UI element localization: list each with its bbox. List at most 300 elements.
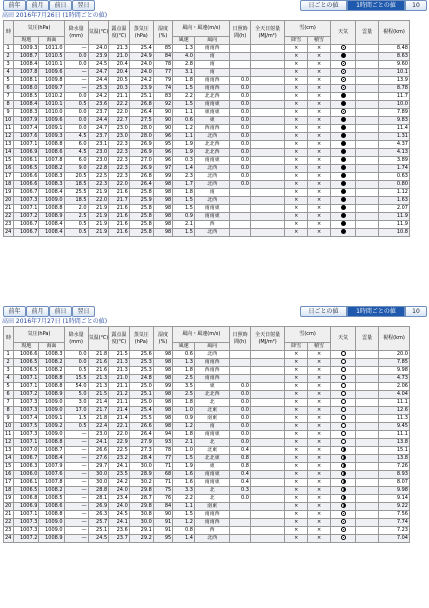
pressure-station-cell: 1006.1 bbox=[14, 479, 39, 487]
cloud-cell bbox=[356, 165, 379, 173]
temp-cell: 26.9 bbox=[88, 503, 109, 511]
pressure-station-cell: 1007.4 bbox=[14, 125, 39, 133]
snow-fall-cell: × bbox=[285, 69, 308, 77]
snow-fall-cell: × bbox=[285, 61, 308, 69]
sunshine-cell: 0.4 bbox=[230, 471, 251, 479]
snow-depth-cell: × bbox=[308, 527, 331, 535]
wind-speed-cell: 1.1 bbox=[173, 109, 195, 117]
hour-cell: 9 bbox=[4, 109, 14, 117]
wind-dir-cell: 北西 bbox=[194, 351, 229, 359]
wind-speed-cell: 3.5 bbox=[173, 383, 195, 391]
pressure-station-cell: 1007.1 bbox=[14, 375, 39, 383]
table-row bbox=[4, 487, 410, 495]
weather-cell bbox=[330, 149, 355, 157]
radiation-cell bbox=[250, 391, 284, 399]
vapor-cell: 28.7 bbox=[129, 495, 153, 503]
wind-speed-cell: 1.9 bbox=[173, 149, 195, 157]
wind-speed-cell: 2.5 bbox=[173, 375, 195, 383]
temp-cell: 27.6 bbox=[88, 455, 109, 463]
snow-depth-cell: × bbox=[308, 45, 331, 53]
radiation-cell bbox=[250, 109, 284, 117]
wind-speed-cell: 1.1 bbox=[173, 133, 195, 141]
cloud-cell bbox=[356, 53, 379, 61]
dew-cell: 22.3 bbox=[109, 141, 130, 149]
visibility-cell: 11.1 bbox=[379, 431, 410, 439]
hour-cell: 16 bbox=[4, 165, 14, 173]
sunshine-cell bbox=[230, 519, 251, 527]
radiation-cell bbox=[250, 117, 284, 125]
snow-fall-cell: × bbox=[285, 447, 308, 455]
snow-fall-cell: × bbox=[285, 367, 308, 375]
wind-dir-cell: 南南西 bbox=[194, 359, 229, 367]
dew-cell: 21.6 bbox=[109, 213, 130, 221]
temp-cell: 21.8 bbox=[88, 351, 109, 359]
humidity-cell: 98 bbox=[153, 221, 172, 229]
pressure-sea-cell: 1009.0 bbox=[39, 527, 64, 535]
pressure-sea-cell: 1008.8 bbox=[39, 439, 64, 447]
table-row bbox=[4, 511, 410, 519]
hour-cell: 16 bbox=[4, 471, 14, 479]
sunshine-cell bbox=[230, 535, 251, 543]
hour-cell: 17 bbox=[4, 173, 14, 181]
cloud-cell bbox=[356, 205, 379, 213]
humidity-cell: 98 bbox=[153, 359, 172, 367]
dew-cell: 21.2 bbox=[109, 391, 130, 399]
table-row bbox=[4, 455, 410, 463]
humidity-cell: 78 bbox=[153, 447, 172, 455]
wind-dir-cell: 南南東 bbox=[194, 471, 229, 479]
table-row bbox=[4, 229, 410, 237]
hour-cell: 19 bbox=[4, 189, 14, 197]
visibility-cell: 13.8 bbox=[379, 455, 410, 463]
dew-cell: 24.1 bbox=[109, 463, 130, 471]
snow-depth-cell: × bbox=[308, 213, 331, 221]
wind-speed-cell: 1.3 bbox=[173, 45, 195, 53]
clear-sky-icon bbox=[341, 375, 346, 380]
precip-cell: — bbox=[64, 471, 88, 479]
pressure-sea-cell: 1008.7 bbox=[39, 447, 64, 455]
pressure-sea-cell: 1008.4 bbox=[39, 221, 64, 229]
vapor-cell: 25.4 bbox=[129, 45, 153, 53]
pressure-sea-cell: 1009.8 bbox=[39, 77, 64, 85]
ten-minute-values-tab[interactable]: 10 bbox=[405, 0, 427, 11]
table-row bbox=[4, 367, 410, 375]
temp-cell: 21.3 bbox=[88, 375, 109, 383]
sunshine-cell bbox=[230, 527, 251, 535]
snow-fall-cell: × bbox=[285, 519, 308, 527]
wind-dir-cell: 南南西 bbox=[194, 77, 229, 85]
sunshine-cell: 0.0 bbox=[230, 125, 251, 133]
hour-cell: 17 bbox=[4, 479, 14, 487]
precip-cell: 2.0 bbox=[64, 205, 88, 213]
pressure-sea-cell: 1009.1 bbox=[39, 125, 64, 133]
col-snow-depth: 積雪 bbox=[308, 37, 331, 45]
visibility-cell: 15.1 bbox=[379, 447, 410, 455]
pressure-sea-cell: 1010.2 bbox=[39, 93, 64, 101]
precip-cell: 3.0 bbox=[64, 399, 88, 407]
wind-speed-cell: 1.5 bbox=[173, 229, 195, 237]
snow-fall-cell: × bbox=[285, 125, 308, 133]
wind-dir-cell: 北西 bbox=[194, 165, 229, 173]
pressure-sea-cell: 1008.8 bbox=[39, 511, 64, 519]
col-weather: 天気 bbox=[330, 21, 355, 45]
clear-sky-icon bbox=[341, 399, 346, 404]
snow-depth-cell: × bbox=[308, 85, 331, 93]
pressure-station-cell: 1008.1 bbox=[14, 77, 39, 85]
humidity-cell: 98 bbox=[153, 375, 172, 383]
radiation-cell bbox=[250, 125, 284, 133]
snow-fall-cell: × bbox=[285, 197, 308, 205]
hour-cell: 7 bbox=[4, 93, 14, 101]
wind-dir-cell: 東 bbox=[194, 383, 229, 391]
sunshine-cell: 0.0 bbox=[230, 399, 251, 407]
wind-speed-cell: 1.8 bbox=[173, 367, 195, 375]
temp-cell: 24.4 bbox=[88, 117, 109, 125]
dew-cell: 20.4 bbox=[109, 69, 130, 77]
snow-depth-cell: × bbox=[308, 399, 331, 407]
wind-dir-cell: 西 bbox=[194, 221, 229, 229]
hour-cell: 1 bbox=[4, 351, 14, 359]
wind-dir-cell: 南南東 bbox=[194, 479, 229, 487]
col-hour: 時 bbox=[4, 327, 14, 351]
weather-cell bbox=[330, 423, 355, 431]
col-weather: 天気 bbox=[330, 327, 355, 351]
dew-cell: 21.0 bbox=[109, 53, 130, 61]
vapor-cell: 24.2 bbox=[129, 77, 153, 85]
snow-depth-cell: × bbox=[308, 447, 331, 455]
radiation-cell bbox=[250, 213, 284, 221]
daily-values-tab[interactable]: 日ごとの値 bbox=[300, 0, 347, 11]
dew-cell: 21.3 bbox=[109, 359, 130, 367]
sunshine-cell bbox=[230, 367, 251, 375]
pressure-sea-cell: 1010.1 bbox=[39, 101, 64, 109]
precip-cell: — bbox=[64, 431, 88, 439]
dew-cell: 21.3 bbox=[109, 45, 130, 53]
sunshine-cell bbox=[230, 503, 251, 511]
pressure-sea-cell: 1009.6 bbox=[39, 69, 64, 77]
vapor-cell: 25.8 bbox=[129, 189, 153, 197]
sunshine-cell: 0.0 bbox=[230, 407, 251, 415]
cloudy-icon bbox=[341, 157, 346, 162]
radiation-cell bbox=[250, 519, 284, 527]
pressure-station-cell: 1008.4 bbox=[14, 101, 39, 109]
snow-fall-cell: × bbox=[285, 423, 308, 431]
pressure-station-cell: 1007.1 bbox=[14, 205, 39, 213]
vapor-cell: 26.9 bbox=[129, 165, 153, 173]
snow-fall-cell: × bbox=[285, 213, 308, 221]
weather-cell bbox=[330, 503, 355, 511]
snow-depth-cell: × bbox=[308, 407, 331, 415]
cloud-cell bbox=[356, 527, 379, 535]
cloud-cell bbox=[356, 173, 379, 181]
clear-sky-icon bbox=[341, 351, 346, 356]
rain-icon bbox=[341, 463, 346, 468]
weather-cell bbox=[330, 109, 355, 117]
rain-icon bbox=[341, 447, 346, 452]
cloud-cell bbox=[356, 519, 379, 527]
temp-cell: 25.3 bbox=[88, 85, 109, 93]
temp-cell: 28.8 bbox=[88, 487, 109, 495]
pressure-sea-cell: 1007.8 bbox=[39, 479, 64, 487]
snow-fall-cell: × bbox=[285, 415, 308, 423]
col-snow: 雪(cm) bbox=[285, 21, 331, 37]
wind-dir-cell: 北東 bbox=[194, 407, 229, 415]
fine-weather-icon bbox=[341, 519, 346, 524]
weather-cell bbox=[330, 157, 355, 165]
snow-fall-cell: × bbox=[285, 93, 308, 101]
cloud-cell bbox=[356, 407, 379, 415]
vapor-cell: 28.9 bbox=[129, 471, 153, 479]
humidity-cell: 96 bbox=[153, 133, 172, 141]
wind-dir-cell: 西 bbox=[194, 527, 229, 535]
wind-dir-cell: 南東 bbox=[194, 503, 229, 511]
visibility-cell: 0.63 bbox=[379, 173, 410, 181]
vapor-cell: 25.0 bbox=[129, 383, 153, 391]
cloudy-icon bbox=[341, 149, 346, 154]
vapor-cell: 24.8 bbox=[129, 375, 153, 383]
col-visibility: 視程(km) bbox=[379, 327, 410, 351]
col-snow-fall: 降雪 bbox=[285, 37, 308, 45]
wind-dir-cell: 北 bbox=[194, 487, 229, 495]
hour-cell: 10 bbox=[4, 117, 14, 125]
next-day-button[interactable]: 翌日 bbox=[72, 0, 95, 11]
col-humidity: 湿度(%) bbox=[153, 327, 172, 351]
cloud-cell bbox=[356, 149, 379, 157]
precip-cell: 17.0 bbox=[64, 407, 88, 415]
table-row bbox=[4, 125, 410, 133]
radiation-cell bbox=[250, 375, 284, 383]
col-humidity: 湿度(%) bbox=[153, 21, 172, 45]
weather-cell bbox=[330, 141, 355, 149]
hour-cell: 11 bbox=[4, 125, 14, 133]
ten-minute-values-tab[interactable]: 10 bbox=[405, 306, 427, 317]
temp-cell: 24.0 bbox=[88, 45, 109, 53]
radiation-cell bbox=[250, 511, 284, 519]
humidity-cell: 98 bbox=[153, 399, 172, 407]
prev-day-button[interactable]: 前日 bbox=[49, 0, 72, 11]
precip-cell: 6.0 bbox=[64, 141, 88, 149]
precip-cell: 2.5 bbox=[64, 213, 88, 221]
wind-dir-cell: 北北西 bbox=[194, 93, 229, 101]
precip-cell: 0.5 bbox=[64, 221, 88, 229]
prev-year-button[interactable]: 前年 bbox=[3, 0, 26, 11]
table-footnote-mark bbox=[0, 237, 429, 243]
humidity-cell: 92 bbox=[153, 101, 172, 109]
radiation-cell bbox=[250, 229, 284, 237]
humidity-cell: 98 bbox=[153, 213, 172, 221]
prev-year-button[interactable]: 前年 bbox=[3, 306, 26, 317]
pressure-sea-cell: 1008.3 bbox=[39, 351, 64, 359]
snow-fall-cell: × bbox=[285, 495, 308, 503]
pressure-sea-cell: 1008.6 bbox=[39, 503, 64, 511]
weather-cell bbox=[330, 205, 355, 213]
radiation-cell bbox=[250, 53, 284, 61]
temp-cell: 21.9 bbox=[88, 229, 109, 237]
wind-dir-cell: 北西 bbox=[194, 181, 229, 189]
hour-cell: 18 bbox=[4, 181, 14, 189]
dew-cell: 22.3 bbox=[109, 173, 130, 181]
radiation-cell bbox=[250, 415, 284, 423]
vapor-cell: 25.4 bbox=[129, 407, 153, 415]
vapor-cell: 25.8 bbox=[129, 205, 153, 213]
sunshine-cell: 0.0 bbox=[230, 141, 251, 149]
dew-cell: 21.6 bbox=[109, 229, 130, 237]
snow-depth-cell: × bbox=[308, 463, 331, 471]
radiation-cell bbox=[250, 221, 284, 229]
radiation-cell bbox=[250, 61, 284, 69]
pressure-station-cell: 1006.7 bbox=[14, 455, 39, 463]
table-row bbox=[4, 407, 410, 415]
cloudy-icon bbox=[341, 181, 346, 186]
col-sunshine: 日照時間(h) bbox=[230, 21, 251, 45]
next-day-button[interactable]: 翌日 bbox=[72, 306, 95, 317]
temp-cell: 24.7 bbox=[88, 125, 109, 133]
precip-cell: 5.0 bbox=[64, 391, 88, 399]
radiation-cell bbox=[250, 189, 284, 197]
cloud-cell bbox=[356, 487, 379, 495]
vapor-cell: 27.0 bbox=[129, 157, 153, 165]
weather-cell bbox=[330, 351, 355, 359]
weather-cell bbox=[330, 359, 355, 367]
pressure-sea-cell: 1010.1 bbox=[39, 61, 64, 69]
radiation-cell bbox=[250, 165, 284, 173]
prev-day-button[interactable]: 前日 bbox=[49, 306, 72, 317]
wind-dir-cell: 北 bbox=[194, 399, 229, 407]
visibility-cell: 7.26 bbox=[379, 463, 410, 471]
snow-depth-cell: × bbox=[308, 93, 331, 101]
humidity-cell: 83 bbox=[153, 93, 172, 101]
table-row bbox=[4, 503, 410, 511]
visibility-cell: 11.7 bbox=[379, 93, 410, 101]
precip-cell: — bbox=[64, 495, 88, 503]
fine-weather-icon bbox=[341, 535, 346, 540]
radiation-cell bbox=[250, 487, 284, 495]
cloud-cell bbox=[356, 391, 379, 399]
wind-dir-cell: 南南西 bbox=[194, 45, 229, 53]
sunshine-cell bbox=[230, 351, 251, 359]
pressure-sea-cell: 1009.0 bbox=[39, 519, 64, 527]
temp-cell: 23.0 bbox=[88, 431, 109, 439]
snow-fall-cell: × bbox=[285, 503, 308, 511]
snow-fall-cell: × bbox=[285, 399, 308, 407]
snow-fall-cell: × bbox=[285, 133, 308, 141]
weather-cell bbox=[330, 85, 355, 93]
radiation-cell bbox=[250, 85, 284, 93]
table-row bbox=[4, 117, 410, 125]
wind-dir-cell: 西南西 bbox=[194, 367, 229, 375]
vapor-cell: 30.2 bbox=[129, 479, 153, 487]
precip-cell: — bbox=[64, 535, 88, 543]
radiation-cell bbox=[250, 463, 284, 471]
snow-fall-cell: × bbox=[285, 487, 308, 495]
wind-speed-cell: 2.2 bbox=[173, 495, 195, 503]
fine-weather-icon bbox=[341, 85, 346, 90]
table-row bbox=[4, 463, 410, 471]
hourly-values-tab[interactable]: 1時間ごとの値 bbox=[347, 0, 405, 11]
wind-dir-cell: 東 bbox=[194, 463, 229, 471]
visibility-cell: 2.06 bbox=[379, 383, 410, 391]
rain-icon bbox=[341, 479, 346, 484]
hour-cell: 13 bbox=[4, 141, 14, 149]
vapor-cell: 26.4 bbox=[129, 109, 153, 117]
sunshine-cell bbox=[230, 511, 251, 519]
vapor-cell: 26.8 bbox=[129, 101, 153, 109]
temp-cell: 24.5 bbox=[88, 61, 109, 69]
humidity-cell: 98 bbox=[153, 391, 172, 399]
snow-fall-cell: × bbox=[285, 173, 308, 181]
humidity-cell: 77 bbox=[153, 455, 172, 463]
table-row bbox=[4, 479, 410, 487]
temp-cell: 23.7 bbox=[88, 133, 109, 141]
col-radiation: 全天日射量(MJ/m²) bbox=[250, 21, 284, 45]
temp-cell: 21.6 bbox=[88, 359, 109, 367]
pressure-station-cell: 1006.3 bbox=[14, 463, 39, 471]
precip-cell: — bbox=[64, 455, 88, 463]
prev-month-button[interactable]: 前月 bbox=[26, 306, 49, 317]
wind-speed-cell: 1.4 bbox=[173, 165, 195, 173]
wind-dir-cell: 南東 bbox=[194, 415, 229, 423]
hour-cell: 5 bbox=[4, 77, 14, 85]
snow-fall-cell: × bbox=[285, 165, 308, 173]
snow-depth-cell: × bbox=[308, 431, 331, 439]
snow-depth-cell: × bbox=[308, 109, 331, 117]
hour-cell: 6 bbox=[4, 85, 14, 93]
precip-cell: 18.5 bbox=[64, 181, 88, 189]
pressure-station-cell: 1007.3 bbox=[14, 407, 39, 415]
snow-fall-cell: × bbox=[285, 527, 308, 535]
snow-fall-cell: × bbox=[285, 221, 308, 229]
sunshine-cell: 0.0 bbox=[230, 85, 251, 93]
prev-month-button[interactable]: 前月 bbox=[26, 0, 49, 11]
weather-cell bbox=[330, 511, 355, 519]
col-temp: 気温(℃) bbox=[88, 21, 109, 45]
table-row bbox=[4, 527, 410, 535]
sunshine-cell bbox=[230, 375, 251, 383]
visibility-cell: 7.23 bbox=[379, 527, 410, 535]
radiation-cell bbox=[250, 157, 284, 165]
hour-cell: 14 bbox=[4, 455, 14, 463]
humidity-cell: 78 bbox=[153, 61, 172, 69]
table-row bbox=[4, 157, 410, 165]
sunshine-cell: 0.8 bbox=[230, 455, 251, 463]
cloud-cell bbox=[356, 141, 379, 149]
fine-weather-icon bbox=[341, 69, 346, 74]
hourly-values-tab[interactable]: 1時間ごとの値 bbox=[347, 306, 405, 317]
snow-depth-cell: × bbox=[308, 229, 331, 237]
wind-dir-cell: 北西 bbox=[194, 197, 229, 205]
snow-fall-cell: × bbox=[285, 101, 308, 109]
precip-cell: 0.5 bbox=[64, 367, 88, 375]
dew-cell: 22.3 bbox=[109, 157, 130, 165]
col-cloud: 雲量 bbox=[356, 21, 379, 45]
daily-values-tab[interactable]: 日ごとの値 bbox=[300, 306, 347, 317]
dew-cell: 21.1 bbox=[109, 93, 130, 101]
temp-cell: 23.0 bbox=[88, 157, 109, 165]
snow-depth-cell: × bbox=[308, 415, 331, 423]
snow-depth-cell: × bbox=[308, 511, 331, 519]
snow-depth-cell: × bbox=[308, 101, 331, 109]
wind-speed-cell: 2.3 bbox=[173, 173, 195, 181]
snow-depth-cell: × bbox=[308, 61, 331, 69]
snow-depth-cell: × bbox=[308, 117, 331, 125]
pressure-station-cell: 1007.1 bbox=[14, 141, 39, 149]
temp-cell: 25.7 bbox=[88, 519, 109, 527]
temp-cell: 22.0 bbox=[88, 197, 109, 205]
pressure-sea-cell: 1009.0 bbox=[39, 197, 64, 205]
humidity-cell: 90 bbox=[153, 109, 172, 117]
humidity-cell: 76 bbox=[153, 495, 172, 503]
table-row bbox=[4, 189, 410, 197]
